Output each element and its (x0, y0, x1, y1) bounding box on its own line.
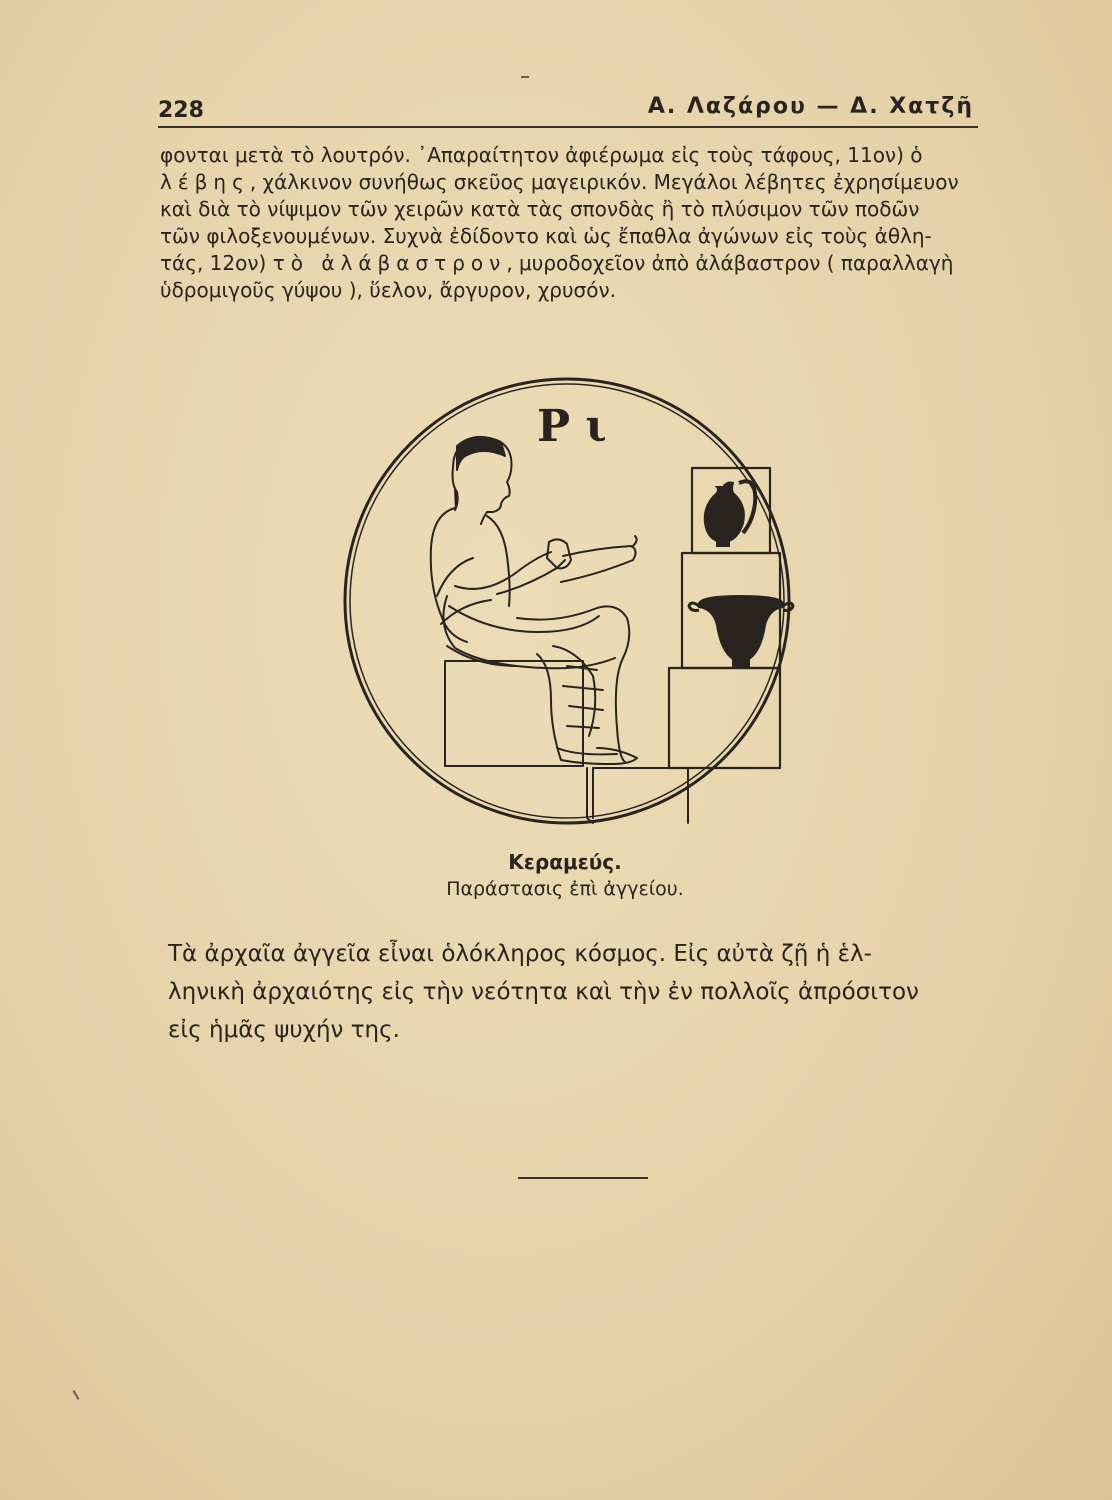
figure-caption-title: Κεραμεύς. (508, 850, 622, 874)
paragraph-1 (160, 142, 982, 304)
text-line: τάς, 12ον) τὸ ἀλάβαστρον, μυροδοχεῖον ἀπὸ ἀλάβαστρον ( παραλλαγὴ (160, 251, 954, 275)
oinochoe-vessel (705, 481, 755, 546)
text-line: λέβης, χάλκινον συνήθως σκεῦος μαγειρικόν. Μεγάλοι λέβητες ἐχρησίμευον (160, 170, 959, 194)
running-head: Α. Λαζάρου — Δ. Χατζῆ (647, 94, 974, 119)
paragraph-2 (168, 935, 988, 1049)
potter-figure (431, 437, 688, 823)
inscription: Ρ ι (537, 401, 607, 452)
term-alabastron: τὸ ἀλάβαστρον (272, 251, 507, 275)
text-line: Τὰ ἀρχαῖα ἀγγεῖα εἶναι ὁλόκληρος κόσμος. Εἰς αὐτὰ ζῇ ἡ ἑλ- (168, 941, 872, 967)
text-line: τῶν φιλοξενουμένων. Συχνὰ ἐδίδοντο καὶ ὡς ἔπαθλα ἀγώνων εἰς τοὺς ἀθλη- (160, 224, 932, 248)
page-number: 228 (158, 98, 204, 123)
page-header (158, 86, 978, 128)
text-line: καὶ διὰ τὸ νίψιμον τῶν χειρῶν κατὰ τὰς σπονδὰς ἢ τὸ πλύσιμον τῶν ποδῶν (160, 197, 920, 221)
section-end-rule (518, 1177, 648, 1179)
figure-caption-subtitle: Παράστασις ἐπὶ ἀγγείου. (446, 878, 684, 900)
text-line: εἰς ἡμᾶς ψυχήν της. (168, 1017, 400, 1043)
text-line: ληνικὴ ἀρχαιότης εἰς τὴν νεότητα καὶ τὴν ἐν πολλοῖς ἀπρόσιτον (168, 979, 919, 1005)
text-line: ὑδρομιγοῦς γύψου ), ὕελον, ἄργυρον, χρυσόν. (160, 278, 616, 302)
term-lebes: λέβης (160, 170, 250, 194)
text-line: φονται μετὰ τὸ λουτρόν. ᾿Απαραίτητον ἀφιέρωμα εἰς τοὺς τάφους, 11ον) ὁ (160, 143, 923, 167)
page-speck (73, 1390, 80, 1400)
vase-painting-illustration (337, 356, 797, 846)
page-speck (521, 76, 529, 78)
